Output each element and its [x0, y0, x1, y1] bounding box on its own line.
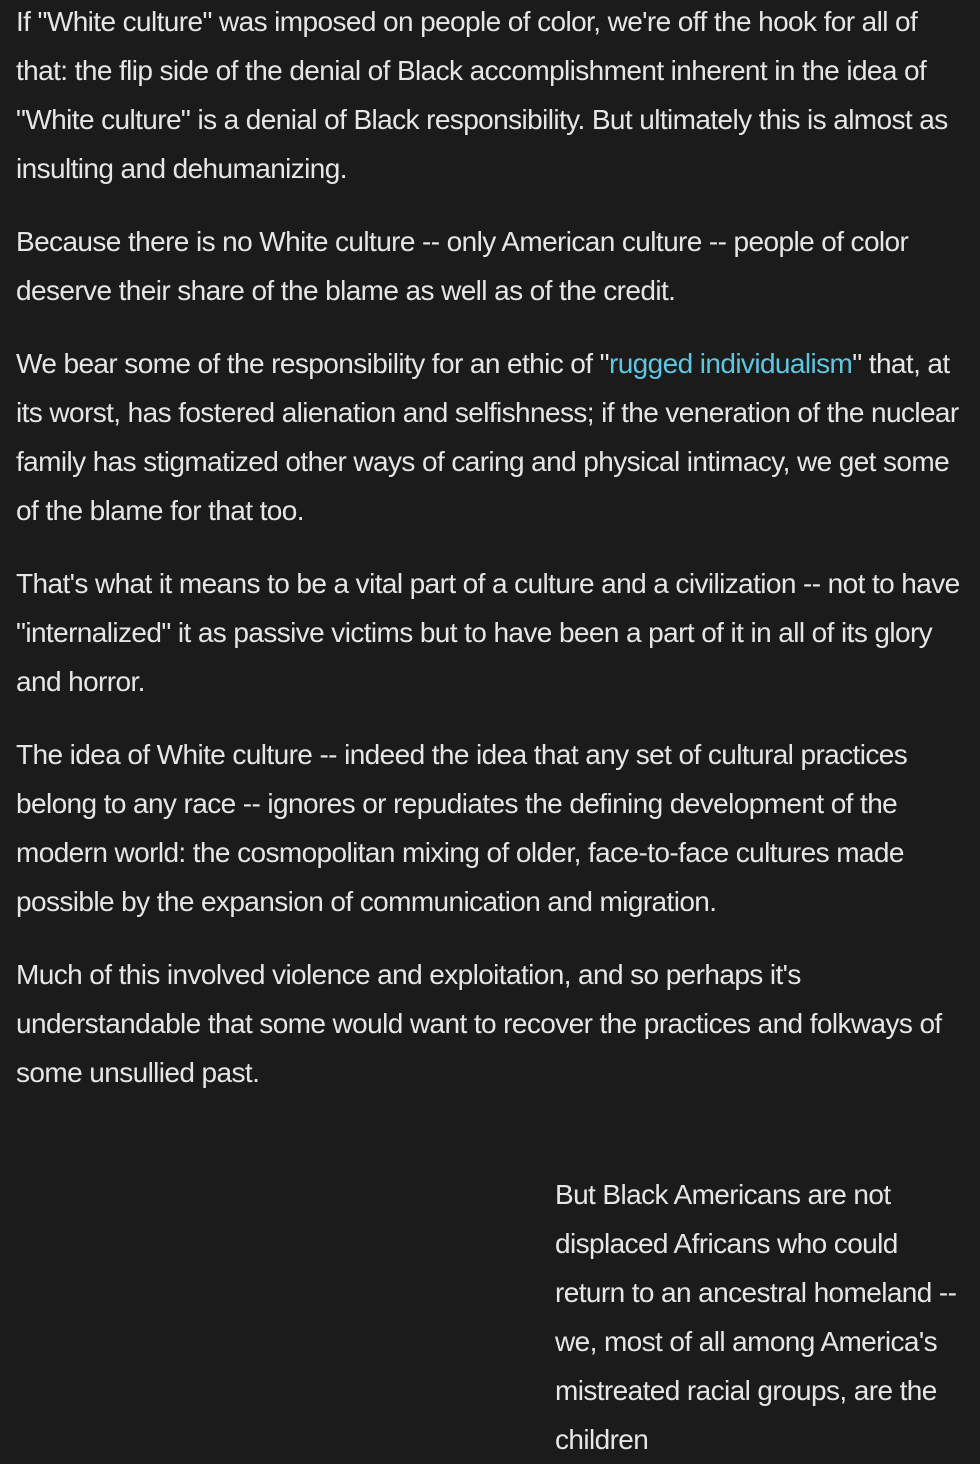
paragraph-4: That's what it means to be a vital part of a culture and a civilization -- not to have "internalized" it as passive victims but to have been a part of it in all of its glory and horror. — [16, 568, 960, 697]
paragraph-7: But Black Americans are not displaced Africans who could return to an ancestral homeland -- we, most of all among America's mistreated racial groups, are the children — [555, 1179, 957, 1455]
paragraph-1: If "White culture" was imposed on people of color, we're off the hook for all of that: the flip side of the denial of Black accomplishment inherent in the idea of "White culture" is a denial of Black responsibility. But ultimately this is almost as insulting and dehumanizing. — [16, 6, 948, 184]
rugged-individualism-link[interactable]: rugged individualism — [608, 348, 853, 379]
embedded-media-placeholder — [16, 1162, 524, 1452]
paragraph-3-text-after: " that, at its worst, has fostered alienation and selfishness; if the veneration of the nuclear family has stigmatized other ways of caring and physical intimacy, we get some of the blame for that too. — [16, 348, 959, 526]
paragraph-5: The idea of White culture -- indeed the idea that any set of cultural practices belong to any race -- ignores or repudiates the defining development of the modern world: the cosmopolitan mixing of older, face-to-face cultures made possible by the expansion of communication and migration. — [16, 739, 908, 917]
paragraph-2: Because there is no White culture -- only American culture -- people of color deserve their share of the blame as well as of the credit. — [16, 226, 909, 306]
paragraph-3 — [16, 339, 966, 535]
paragraph-6: Much of this involved violence and exploitation, and so perhaps it's understandable that some would want to recover the practices and folkways of some unsullied past. — [16, 959, 942, 1088]
article-side-column — [555, 1170, 965, 1464]
article-body — [16, 0, 966, 1097]
paragraph-3-text-before: We bear some of the responsibility for an ethic of " — [16, 348, 609, 379]
